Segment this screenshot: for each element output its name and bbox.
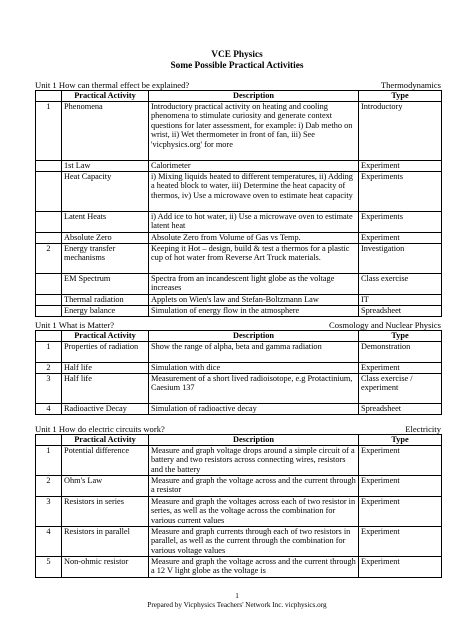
header-type: Type — [359, 435, 442, 446]
row-number — [36, 294, 62, 305]
row-type: Spreadsheet — [359, 403, 442, 414]
row-activity: Non-ohmic resistor — [62, 556, 149, 577]
row-number — [36, 171, 62, 211]
table-row — [36, 445, 442, 475]
row-activity: EM Spectrum — [62, 273, 149, 294]
header-activity: Practical Activity — [62, 435, 149, 446]
row-activity: Heat Capacity — [62, 171, 149, 211]
header-activity: Practical Activity — [62, 91, 149, 102]
table-header-row — [36, 435, 442, 446]
header-description: Description — [149, 435, 359, 446]
row-activity: Half life — [62, 362, 149, 373]
section-question: Unit 1 What is Matter? — [35, 320, 115, 330]
row-activity: Energy balance — [62, 305, 149, 316]
document-subtitle: Some Possible Practical Activities — [170, 61, 304, 71]
activities-table-thermal — [35, 90, 442, 317]
row-type: Spreadsheet — [359, 305, 442, 316]
header-activity: Practical Activity — [62, 331, 149, 342]
row-type: Experiment — [359, 526, 442, 556]
table-row — [36, 341, 442, 362]
row-description: Simulation of radioactive decay — [149, 403, 359, 414]
row-activity: Resistors in series — [62, 496, 149, 526]
table-row — [36, 305, 442, 316]
row-description: Measure and graph the voltage across and the current through a resistor — [149, 475, 359, 496]
row-activity: 1st Law — [62, 160, 149, 171]
activities-table-matter — [35, 330, 442, 415]
header-number — [36, 331, 62, 342]
row-number: 1 — [36, 341, 62, 362]
row-description: Measure and graph the voltages across each of two resistor in series, as well as the voltage across the combination for various current values — [149, 496, 359, 526]
row-type: Class exercise — [359, 273, 442, 294]
section-topic: Thermodynamics — [380, 80, 441, 90]
row-number: 1 — [36, 445, 62, 475]
row-number: 2 — [36, 243, 62, 273]
row-type: Experiment — [359, 556, 442, 577]
table-row — [36, 243, 442, 273]
row-activity: Absolute Zero — [62, 232, 149, 243]
row-number: 2 — [36, 362, 62, 373]
row-description: Simulation of energy flow in the atmosphere — [149, 305, 359, 316]
row-description: Absolute Zero from Volume of Gas vs Temp. — [149, 232, 359, 243]
row-description: Measure and graph the voltage across and the current through a 12 V light globe as the voltage is — [149, 556, 359, 577]
row-type: Experiments — [359, 171, 442, 211]
row-description: Measure and graph currents through each of two resistors in parallel, as well as the current through the combination for various voltage values — [149, 526, 359, 556]
row-type: Experiments — [359, 211, 442, 232]
row-number: 2 — [36, 475, 62, 496]
row-number: 5 — [36, 556, 62, 577]
header-number — [36, 435, 62, 446]
section-heading-matter — [35, 320, 441, 330]
row-activity: Ohm's Law — [62, 475, 149, 496]
header-number — [36, 91, 62, 102]
section-topic: Cosmology and Nuclear Physics — [329, 320, 441, 330]
row-description: Simulation with dice — [149, 362, 359, 373]
row-activity: Half life — [62, 373, 149, 403]
row-type: Experiment — [359, 362, 442, 373]
row-number — [36, 160, 62, 171]
row-type: Experiment — [359, 496, 442, 526]
row-activity: Latent Heats — [62, 211, 149, 232]
row-number: 1 — [36, 101, 62, 160]
row-description: Spectra from an incandescent light globe as the voltage increases — [149, 273, 359, 294]
row-type: Class exercise / experiment — [359, 373, 442, 403]
row-activity: Properties of radiation — [62, 341, 149, 362]
table-row — [36, 171, 442, 211]
row-number — [36, 211, 62, 232]
row-number — [36, 232, 62, 243]
section-question: Unit 1 How do electric circuits work? — [35, 424, 165, 434]
table-row — [36, 160, 442, 171]
section-heading-circuits — [35, 424, 441, 434]
table-header-row — [36, 91, 442, 102]
header-type: Type — [359, 91, 442, 102]
row-type: IT — [359, 294, 442, 305]
row-number: 4 — [36, 526, 62, 556]
activities-table-circuits — [35, 434, 442, 578]
row-activity: Phenomena — [62, 101, 149, 160]
table-row — [36, 526, 442, 556]
header-description: Description — [149, 91, 359, 102]
row-number — [36, 305, 62, 316]
table-row — [36, 362, 442, 373]
row-type: Demonstration — [359, 341, 442, 362]
row-activity: Potential difference — [62, 445, 149, 475]
row-number: 3 — [36, 496, 62, 526]
table-header-row — [36, 331, 442, 342]
table-row — [36, 294, 442, 305]
row-number: 4 — [36, 403, 62, 414]
row-number: 3 — [36, 373, 62, 403]
row-description: Introductory practical activity on heating and cooling phenomena to stimulate curiosity and generate context questions for later assessment, for example: i) Dab metho on wrist, ii) Wet thermometer in front of fan, iii) See 'vicphysics.org' for more — [149, 101, 359, 160]
row-description: Applets on Wien's law and Stefan-Boltzmann Law — [149, 294, 359, 305]
row-type: Introductory — [359, 101, 442, 160]
footer-credit: Prepared by Vicphysics Teachers' Network Inc. vicphysics.org — [147, 601, 327, 609]
header-description: Description — [149, 331, 359, 342]
table-row — [36, 211, 442, 232]
section-question: Unit 1 How can thermal effect be explained? — [35, 80, 190, 90]
row-number — [36, 273, 62, 294]
table-row — [36, 496, 442, 526]
row-activity: Resistors in parallel — [62, 526, 149, 556]
table-row — [36, 403, 442, 414]
table-row — [36, 101, 442, 160]
row-description: Measure and graph voltage drops around a simple circuit of a battery and two resistors across connecting wires, resistors and the battery — [149, 445, 359, 475]
row-type: Investigation — [359, 243, 442, 273]
row-description: Keeping it Hot – design, build & test a thermos for a plastic cup of hot water from Reverse Art Truck materials. — [149, 243, 359, 273]
row-description: Measurement of a short lived radioisotope, e.g Protactinium, Caesium 137 — [149, 373, 359, 403]
table-row — [36, 475, 442, 496]
row-type: Experiment — [359, 232, 442, 243]
row-type: Experiment — [359, 445, 442, 475]
row-description: i) Mixing liquids heated to different temperatures, ii) Adding a heated block to water, iii) Determine the heat capacity of thermos, iv) Use a microwave oven to estimate heat capacity — [149, 171, 359, 211]
table-row — [36, 556, 442, 577]
row-type: Experiment — [359, 160, 442, 171]
row-description: i) Add ice to hot water, ii) Use a microwave oven to estimate latent heat — [149, 211, 359, 232]
row-activity: Thermal radiation — [62, 294, 149, 305]
section-heading-thermal — [35, 80, 441, 90]
table-row — [36, 232, 442, 243]
header-type: Type — [359, 331, 442, 342]
row-description: Calorimeter — [149, 160, 359, 171]
table-row — [36, 373, 442, 403]
row-type: Experiment — [359, 475, 442, 496]
row-description: Show the range of alpha, beta and gamma radiation — [149, 341, 359, 362]
document-title: VCE Physics — [211, 50, 263, 60]
page-number: 1 — [235, 592, 239, 600]
row-activity: Energy transfer mechanisms — [62, 243, 149, 273]
table-row — [36, 273, 442, 294]
section-topic: Electricity — [405, 424, 441, 434]
row-activity: Radioactive Decay — [62, 403, 149, 414]
